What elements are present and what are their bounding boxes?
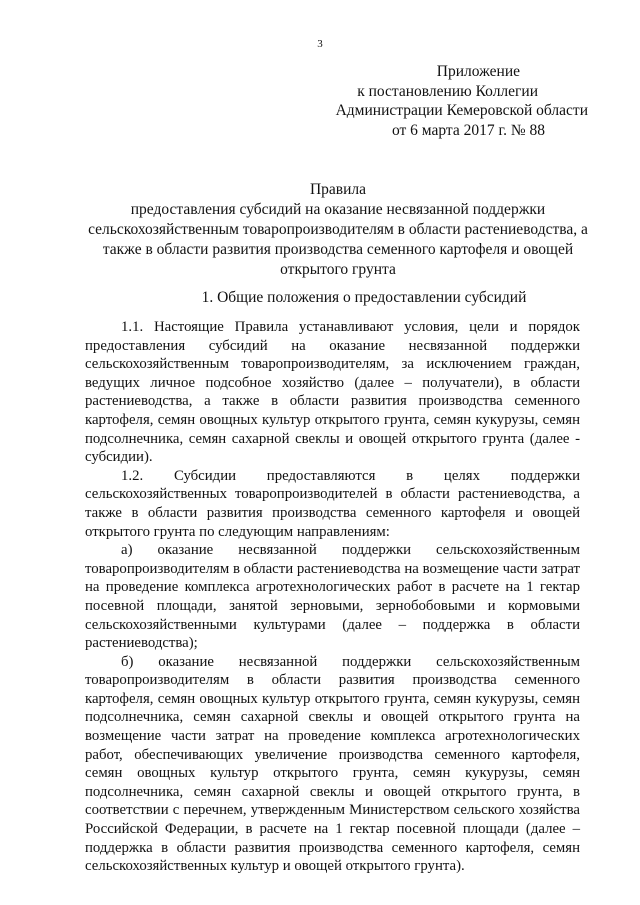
body-text	[85, 318, 580, 876]
document-subtitle: предоставления субсидий на оказание несвязанной поддержки сельскохозяйственным товаропроизводителям в области растениеводства, а также в области развития производства семенного картофеля и овощей открытого грунта	[88, 201, 588, 278]
appendix-block	[300, 62, 588, 140]
page-number: 3	[317, 38, 323, 50]
section-heading: 1. Общие положения о предоставлении субсидий	[201, 289, 527, 306]
document-title: Правила	[309, 181, 367, 198]
appendix-line-2: к постановлению Коллегии	[357, 82, 538, 100]
appendix-line-4: от 6 марта 2017 г. № 88	[391, 121, 545, 139]
appendix-line-3: Администрации Кемеровской области	[335, 102, 588, 119]
paragraph-item-a: а) оказание несвязанной поддержки сельскохозяйственным товаропроизводителям в области растениеводства на возмещение части затрат на проведение комплекса агротехнологических работ в расчете на 1 гектар посевной площади, занятой зерновыми, зернобобовыми и кормовыми сельскохозяйственными культурами (далее – поддержка в области растениеводства);	[85, 542, 580, 652]
document-title-block	[78, 180, 598, 280]
paragraph-item-b: б) оказание несвязанной поддержки сельскохозяйственным товаропроизводителям в области развития производства семенного картофеля, семян овощных культур открытого грунта, семян кукурузы, семян подсолнечника, семян сахарной свеклы и овощей открытого грунта на возмещение части затрат на проведение комплекса агротехнологических работ, обеспечивающих увеличение производства семенного картофеля, семян овощных культур открытого грунта, семян кукурузы, семян подсолнечника, семян сахарной свеклы и овощей открытого грунта, в соответствии с перечнем, утвержденным Министерством сельского хозяйства Российской Федерации, в расчете на 1 гектар посевной площади (далее – поддержка в области развития производства семенного картофеля, семян сельскохозяйственных культур и овощей открытого грунта).	[85, 653, 580, 875]
appendix-line-1: Приложение	[436, 63, 520, 80]
paragraph-1-2: 1.2. Субсидии предоставляются в целях поддержки сельскохозяйственных товаропроизводителей в области растениеводства, а также в области развития производства семенного картофеля и овощей открытого грунта по следующим направлениям:	[85, 467, 580, 540]
paragraph-1-1: 1.1. Настоящие Правила устанавливают условия, цели и порядок предоставления субсидий на оказание несвязанной поддержки сельскохозяйственным товаропроизводителям, за исключением граждан, ведущих личное подсобное хозяйство (далее – получатели), в области растениеводства, а также в области развития производства семенного картофеля, семян овощных культур открытого грунта, семян кукурузы, семян подсолнечника, семян сахарной свеклы и овощей открытого грунта (далее - субсидии).	[85, 319, 580, 466]
